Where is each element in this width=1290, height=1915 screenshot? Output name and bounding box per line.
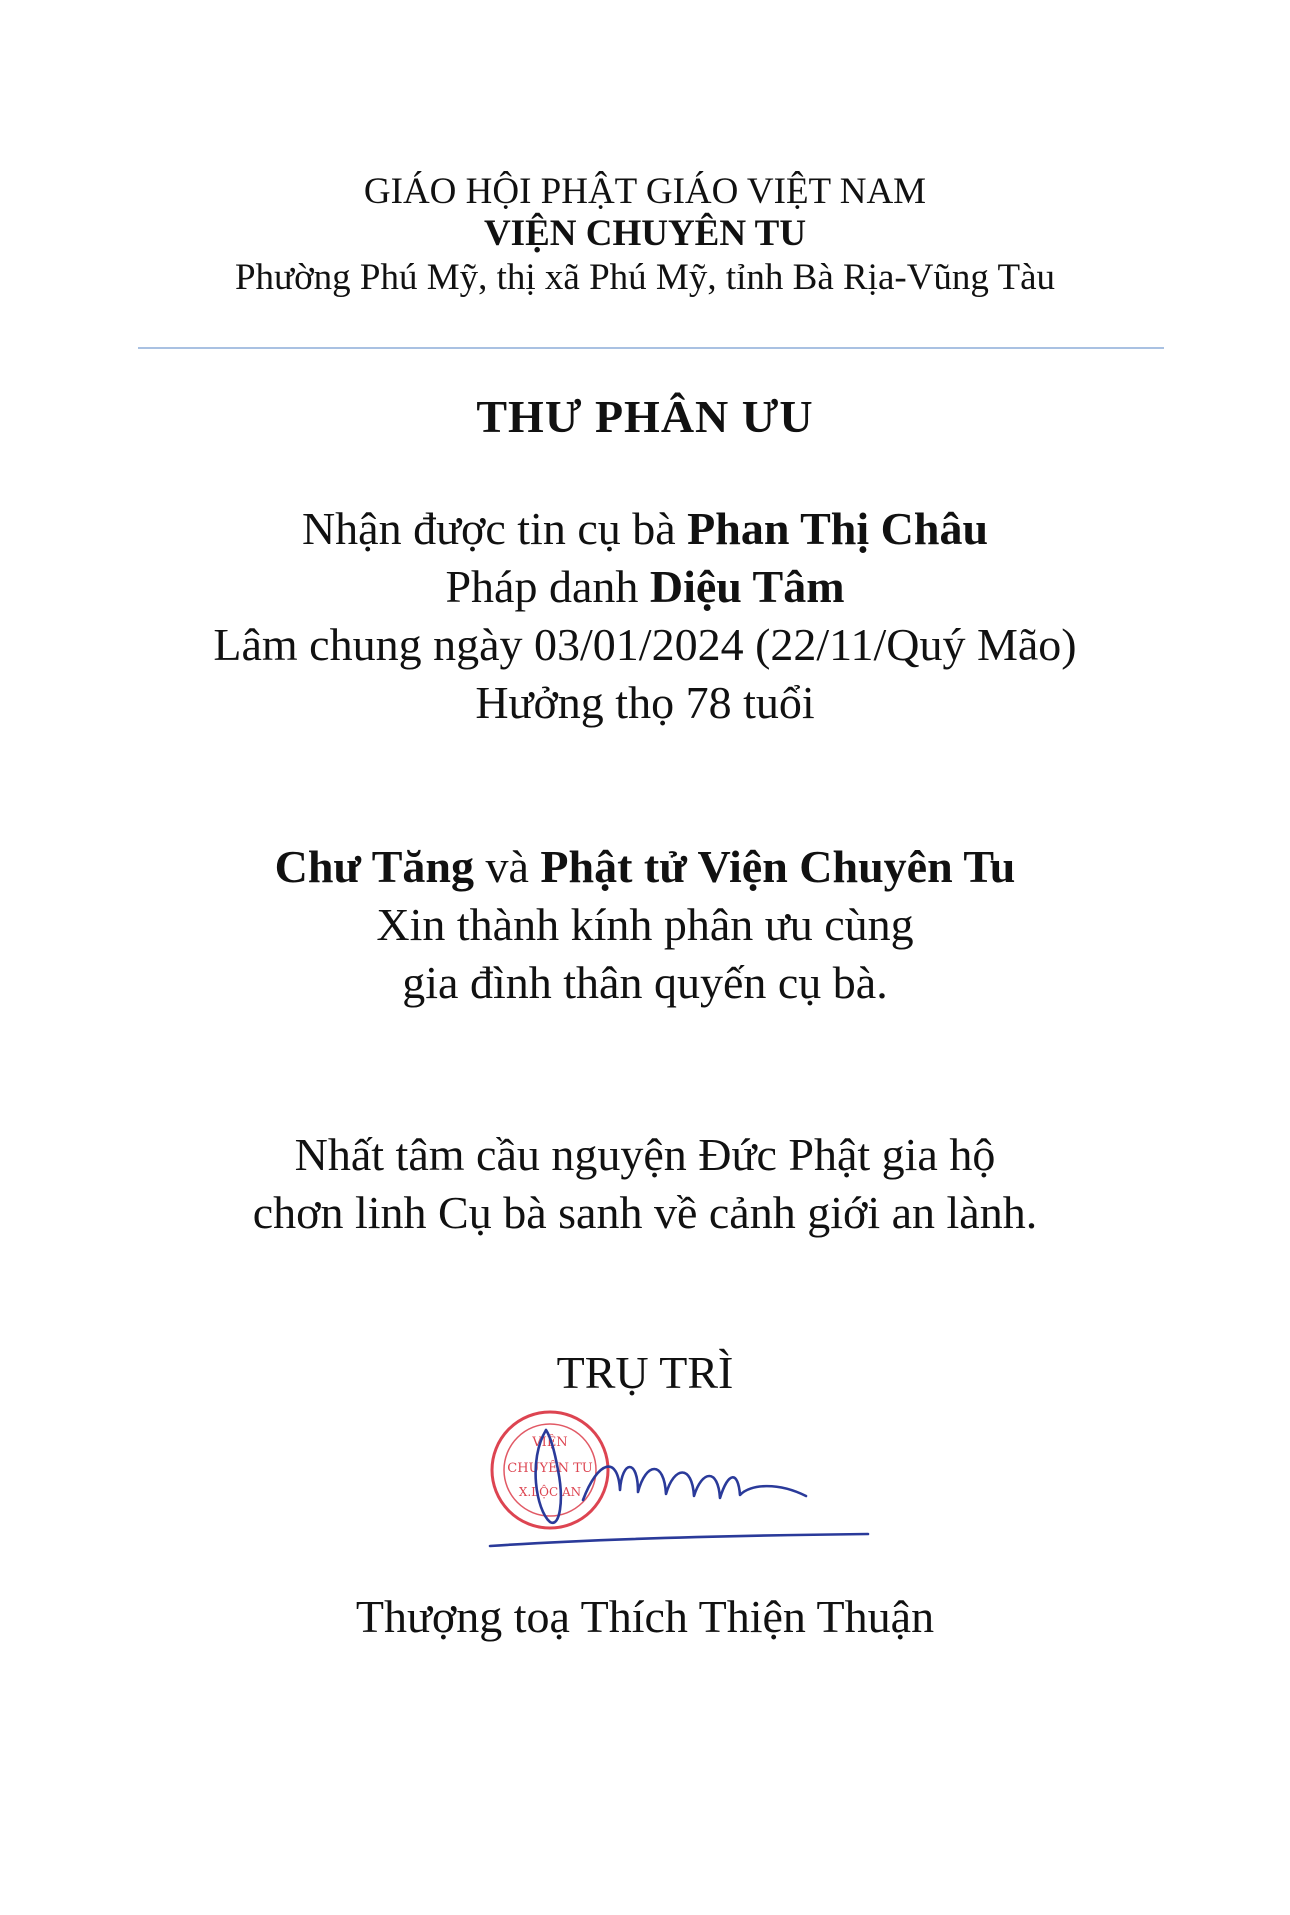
sender-part-1: Chư Tăng <box>274 841 474 892</box>
deceased-name: Phan Thị Châu <box>687 503 989 554</box>
notice-line-4: Hưởng thọ 78 tuổi <box>475 677 815 728</box>
letter-title: THƯ PHÂN ƯU <box>476 391 814 442</box>
condolence-sender <box>0 840 1290 893</box>
header-address: Phường Phú Mỹ, thị xã Phú Mỹ, tỉnh Bà Rịa-Vũng Tàu <box>234 257 1056 298</box>
signature-role: TRỤ TRÌ <box>556 1347 734 1398</box>
seal-signature-graphic <box>488 1400 888 1570</box>
seal-stamp <box>492 1412 608 1528</box>
notice-line-3: Lâm chung ngày 03/01/2024 (22/11/Quý Mão) <box>213 619 1077 670</box>
signatory-name: Thượng toạ Thích Thiện Thuận <box>355 1591 935 1642</box>
dharma-prefix: Pháp danh <box>445 561 650 612</box>
header-institute: VIỆN CHUYÊN TU <box>483 213 807 254</box>
notice-line-1 <box>0 502 1290 555</box>
seal-and-signature <box>488 1400 888 1570</box>
dharma-name: Diệu Tâm <box>649 561 845 612</box>
header-divider <box>138 347 1164 349</box>
svg-text:X.LỘC AN: X.LỘC AN <box>518 1485 582 1499</box>
condolence-line-2: Xin thành kính phân ưu cùng <box>376 899 914 950</box>
sender-part-2: Phật tử Viện Chuyên Tu <box>540 841 1016 892</box>
svg-text:CHUYÊN TU: CHUYÊN TU <box>507 1461 593 1476</box>
notice-line-2 <box>0 560 1290 613</box>
notice-prefix: Nhận được tin cụ bà <box>301 503 688 554</box>
svg-text:VIỆN: VIỆN <box>532 1435 568 1450</box>
prayer-line-1: Nhất tâm cầu nguyện Đức Phật gia hộ <box>294 1129 996 1180</box>
sender-joiner: và <box>473 841 541 892</box>
prayer-line-2: chơn linh Cụ bà sanh về cảnh giới an lành. <box>252 1187 1038 1238</box>
header-organization: GIÁO HỘI PHẬT GIÁO VIỆT NAM <box>363 171 927 212</box>
condolence-line-3: gia đình thân quyến cụ bà. <box>402 957 888 1008</box>
